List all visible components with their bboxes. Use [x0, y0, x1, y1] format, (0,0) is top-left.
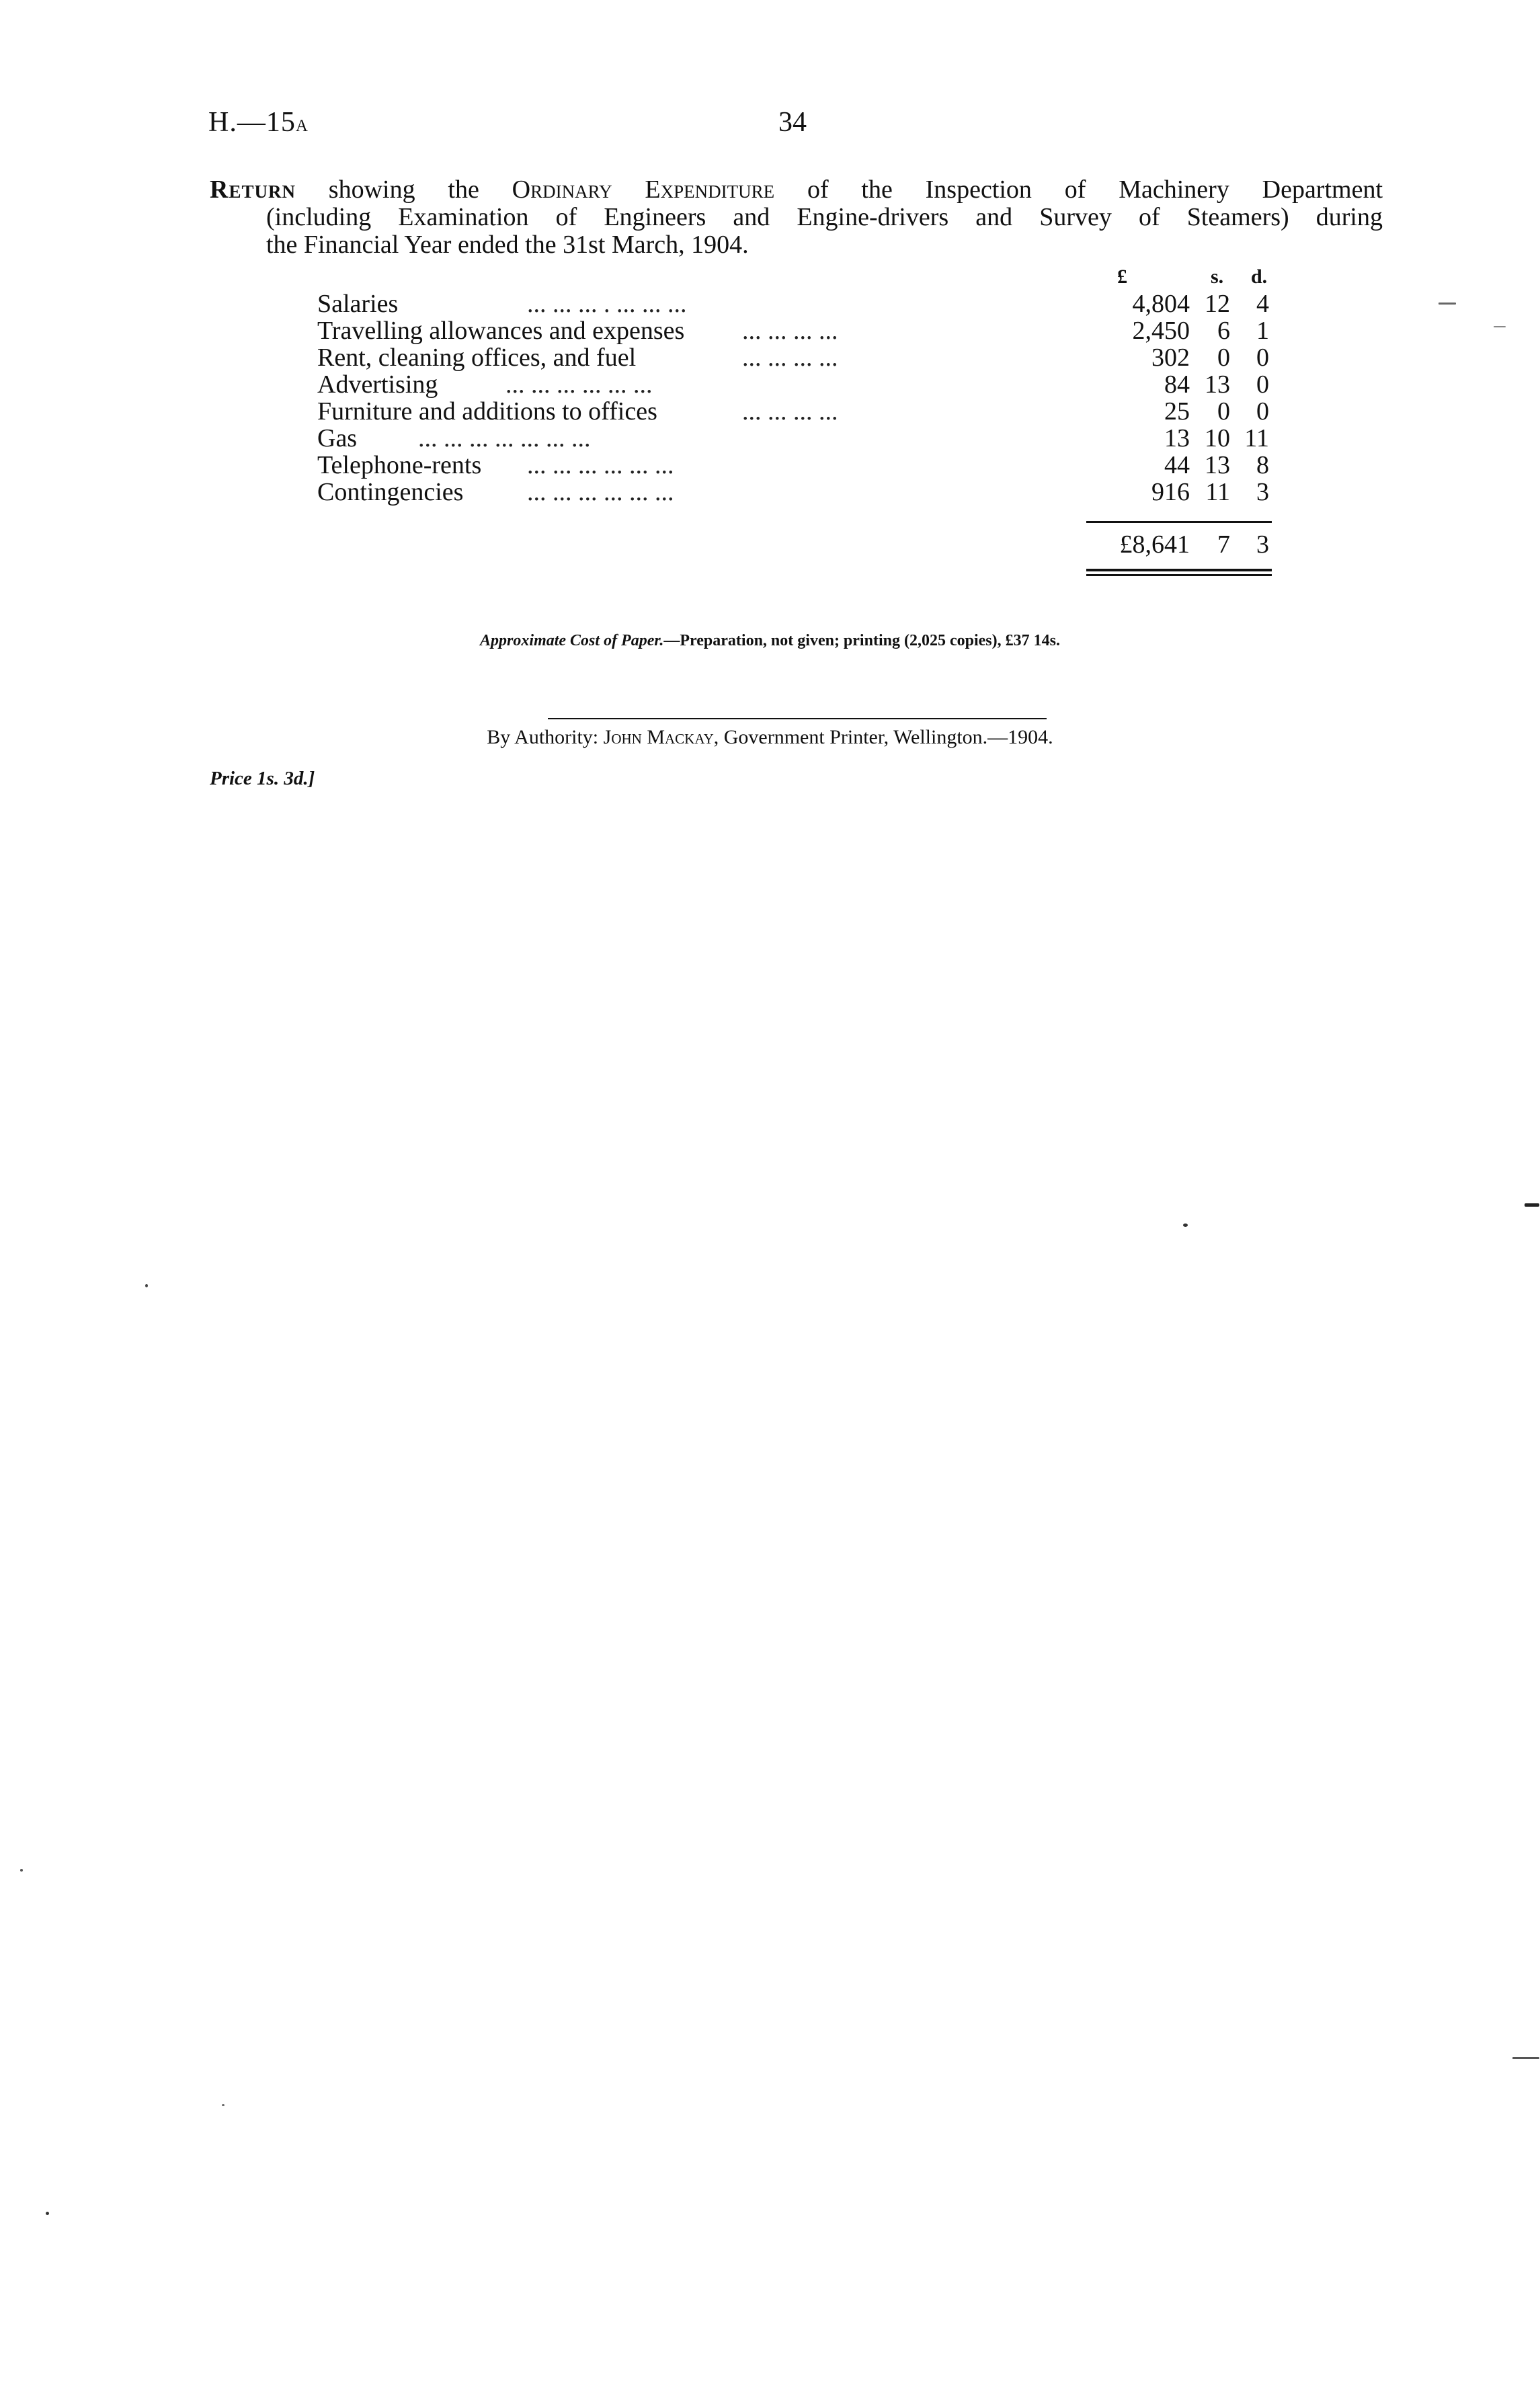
row-label: Telephone-rents: [317, 451, 482, 479]
heading-line-3: [153, 231, 1383, 259]
row-pounds: 84: [1164, 370, 1190, 399]
row-shillings: 11: [1205, 478, 1230, 506]
row-pence: 3: [1256, 478, 1269, 506]
row-leaders: ... ... ... . ... ... ...: [527, 290, 687, 318]
page-number: 34: [778, 107, 807, 138]
row-pence: 11: [1244, 424, 1269, 452]
unit-header-pence: d.: [1251, 266, 1268, 288]
table-row: [317, 452, 1272, 479]
row-shillings: 0: [1217, 344, 1230, 372]
row-pence: 0: [1256, 344, 1269, 372]
row-pounds: 25: [1164, 397, 1190, 426]
row-label: Gas: [317, 424, 358, 452]
paper-code: [208, 106, 309, 138]
cost-of-paper-note: [0, 632, 1540, 650]
row-leaders: ... ... ... ... ... ...: [527, 451, 674, 479]
row-pence: 4: [1256, 290, 1269, 318]
table-row: [317, 398, 1272, 425]
total-pence: 3: [1256, 530, 1269, 559]
row-pence: 0: [1256, 397, 1269, 426]
total-row: [317, 530, 1272, 559]
table-row: [317, 344, 1272, 371]
row-label: Rent, cleaning offices, and fuel: [317, 344, 637, 372]
row-pounds: 302: [1151, 344, 1190, 372]
scan-mark: [222, 2104, 225, 2106]
row-pounds: 4,804: [1132, 290, 1190, 318]
table-row: [317, 371, 1272, 398]
row-pence: 1: [1256, 317, 1269, 345]
cost-note-label: Approximate Cost of Paper.: [480, 632, 664, 649]
scan-mark: [145, 1284, 148, 1287]
price: Price 1s. 3d.]: [210, 768, 315, 789]
row-leaders: ... ... ... ...: [742, 317, 838, 345]
row-pence: 8: [1256, 451, 1269, 479]
total-double-rule-bottom: [1086, 574, 1272, 576]
row-pounds: 13: [1164, 424, 1190, 452]
scan-mark: [1512, 2057, 1539, 2059]
row-label: Contingencies: [317, 478, 464, 506]
total-pounds: £8,641: [1119, 530, 1190, 559]
table-row: [317, 479, 1272, 506]
heading-lead-word: Return: [210, 175, 296, 204]
imprint-rule: [548, 718, 1047, 719]
table-row: [317, 425, 1272, 452]
row-pounds: 44: [1164, 451, 1190, 479]
unit-header-shillings: s.: [1211, 266, 1224, 288]
heading-sc-ordinary: Ordinary: [512, 175, 612, 204]
heading-text-a: showing the: [295, 175, 512, 204]
paper-code-main: H.—15: [208, 107, 296, 138]
row-leaders: ... ... ... ... ... ...: [527, 478, 674, 506]
row-label: Salaries: [317, 290, 399, 318]
row-label: Advertising: [317, 370, 438, 399]
row-shillings: 13: [1205, 451, 1230, 479]
row-shillings: 6: [1217, 317, 1230, 345]
unit-header-pounds: £: [1117, 266, 1127, 288]
imprint-prefix: By Authority:: [487, 726, 604, 748]
heading-line-3-text: the Financial Year ended the 31st March, 1904.: [266, 231, 749, 259]
printer-name: John Mackay: [603, 726, 714, 748]
table-row: [317, 317, 1272, 344]
scan-mark: [46, 2212, 49, 2215]
row-shillings: 10: [1205, 424, 1230, 452]
row-label: Furniture and additions to offices: [317, 397, 657, 426]
cost-note-text: —Preparation, not given; printing (2,025 copies), £37 14s.: [663, 632, 1060, 649]
scan-mark: [1494, 326, 1506, 327]
heading-line-1: [210, 176, 1383, 204]
row-leaders: ... ... ... ...: [742, 344, 838, 372]
printer-imprint: [0, 726, 1540, 749]
row-pounds: 2,450: [1132, 317, 1190, 345]
scan-mark: [1438, 303, 1456, 305]
heading-text-b: of the Inspection of Machinery Department: [774, 175, 1383, 204]
total-shillings: 7: [1217, 530, 1230, 559]
scan-mark: [20, 1869, 23, 1872]
row-leaders: ... ... ... ... ... ...: [505, 370, 653, 399]
row-leaders: ... ... ... ...: [742, 397, 838, 426]
table-row: [317, 290, 1272, 317]
heading-line-2: (including Examination of Engineers and Engine-drivers and Survey of Steamers) during: [266, 203, 1383, 231]
heading-sc-expenditure: Expenditure: [645, 175, 775, 204]
sum-rule: [1086, 521, 1272, 523]
row-shillings: 12: [1205, 290, 1230, 318]
total-double-rule-top: [1086, 569, 1272, 571]
row-leaders: ... ... ... ... ... ... ...: [418, 424, 591, 452]
scan-mark: [1183, 1224, 1188, 1227]
scan-mark: [1525, 1203, 1539, 1207]
row-shillings: 0: [1217, 397, 1230, 426]
row-pounds: 916: [1151, 478, 1190, 506]
row-shillings: 13: [1205, 370, 1230, 399]
row-pence: 0: [1256, 370, 1269, 399]
paper-code-suffix: a: [295, 110, 309, 136]
return-heading: [210, 176, 1383, 259]
row-label: Travelling allowances and expenses: [317, 317, 685, 345]
imprint-suffix: , Government Printer, Wellington.—1904.: [713, 726, 1053, 748]
